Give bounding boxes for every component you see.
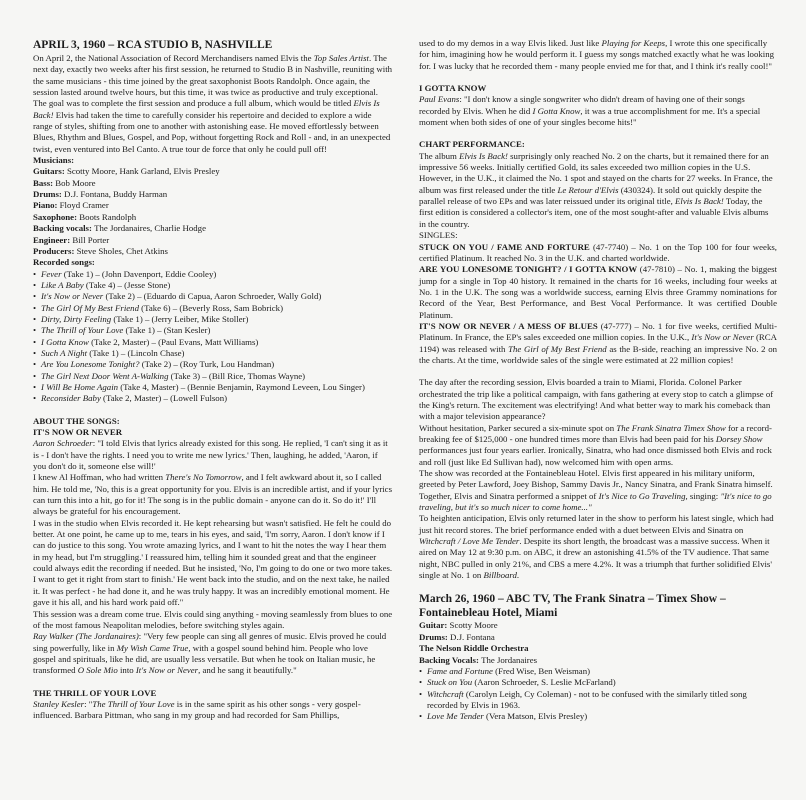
credit-label: Piano:	[33, 200, 60, 211]
song-item	[33, 280, 393, 291]
song-item	[33, 303, 393, 314]
song-item	[33, 382, 393, 393]
credit-value: Boots Randolph	[79, 211, 137, 222]
recorded-songs-label: Recorded songs:	[33, 257, 95, 268]
song-credits: (Take 2) – (Roy Turk, Lou Handman)	[139, 359, 275, 370]
credit-line	[419, 620, 777, 631]
credit-line	[33, 178, 393, 189]
miami-paragraph-4: To heighten anticipation, Elvis only returned later in the show to perform his latest single, which had just hit record stores. The brief performance ended with a duet between Elvis and Sinatra on Witchcraft / Love Me Tender. Despite its short length, the broadcast was a massive success. When it aired on May 12 at 9:30 p.m. on ABC, it drew an astonishing 41.5% of the TV audience. That same night, NBC pulled in only 21%, and CBS a mere 4.2%. It was a triumph that further solidified Elvis' single at No. 1 on Billboard.	[419, 513, 774, 581]
songs-list	[33, 269, 393, 405]
song-item	[33, 325, 393, 336]
song-title: Witchcraft	[427, 688, 464, 699]
credit-label: Saxophone:	[33, 211, 80, 222]
song-credits: (Take 4) – (Jesse Stone)	[83, 279, 171, 290]
musicians-label: Musicians:	[33, 155, 75, 166]
credit-line	[33, 235, 393, 246]
song-credits: (Vera Matson, Elvis Presley)	[483, 711, 588, 722]
song-item	[33, 337, 393, 348]
credit-label: Guitar:	[419, 620, 450, 631]
credit-label: Drums:	[33, 189, 65, 200]
credit-label: Producers:	[33, 245, 77, 256]
song-title: Stuck on You	[427, 677, 473, 688]
credit-line	[419, 655, 777, 666]
credit-line	[33, 200, 393, 211]
ray-name: Ray Walker (The Jordanaires)	[33, 631, 139, 642]
march-songs-list	[419, 666, 777, 723]
credit-value: Scotty Moore, Hank Garland, Elvis Presley	[66, 166, 220, 177]
song-title: Such A Night	[41, 347, 88, 358]
song-credits: (Take 6) – (Beverly Ross, Sam Bobrick)	[138, 302, 283, 313]
song-item	[419, 689, 777, 712]
song-title: Are You Lonesome Tonight?	[41, 359, 140, 370]
song-item	[33, 359, 393, 370]
credit-line	[33, 189, 393, 200]
song-credits: (Aaron Schroeder, S. Leslie McFarland)	[472, 677, 616, 688]
song-title: The Girl Next Door Went A-Walking	[41, 370, 169, 381]
song-credits: (Take 1) – (Jerry Leiber, Mike Stoller)	[111, 313, 249, 324]
song-credits: (Carolyn Leigh, Cy Coleman) - not to be confused with the similarly titled song recorded by Elvis in 1963.	[427, 688, 747, 710]
credit-line	[33, 246, 393, 257]
stanley-quote-continued: used to do my demos in a way Elvis liked. Just like Playing for Keeps, I wrote this one specifically for him, imagining how he would perform it. I guess my songs matched exactly what he was looking for. I was lucky that he recorded them - many people envied me for that, and I think it's really cool!"	[419, 38, 774, 71]
credit-value: Bob Moore	[55, 177, 96, 188]
section-title: APRIL 3, 1960 – RCA STUDIO B, NASHVILLE	[33, 39, 273, 51]
song-credits: (Take 3) – (Bill Rice, Thomas Wayne)	[168, 370, 306, 381]
credit-line	[419, 643, 777, 654]
credit-value: D.J. Fontana, Buddy Harman	[64, 189, 168, 200]
aaron-quote-2: I knew Al Hoffman, who had written There's No Tomorrow, and I felt awkward about it, so I called him. He told me, 'No, this is a great opportunity for you. Elvis is an incredible artist, and if your lyrics can turn this into a hit, go for it! The song is in the public domain - anyone can do it. So do it!' I'll always be grateful for his encouragement.	[33, 472, 393, 517]
credit-label: Backing vocals:	[33, 223, 95, 234]
single-3: IT'S NOW OR NEVER / A MESS OF BLUES (47-777) – No. 1 for five weeks, certified Multi-Platinum. In France, the EP's sales exceeded one million copies. In the U.K., It's Now or Never (RCA 1194) was released with The Girl of My Best Friend as the B-side, reaching an impressive No. 2 on the charts. At the time, worldwide sales of the single were estimated at 22 million copies!	[419, 320, 777, 365]
credit-value: D.J. Fontana	[450, 631, 495, 642]
song-item	[33, 348, 393, 359]
aaron-name: Aaron Schroeder	[33, 438, 93, 449]
miami-paragraph-1: The day after the recording session, Elvis boarded a train to Miami, Florida. Colonel Parker orchestrated the trip like a political campaign, with fans gathering at every stop to catch a glimpse of the King's return. The excitement was electrifying! And what better way to mark his comeback than with a major television appearance?	[419, 377, 774, 422]
song-item	[33, 291, 393, 302]
intro-paragraph-2: The goal was to complete the first session and produce a full album, which would be titled Elvis Is Back! Elvis had taken the time to carefully consider his repertoire and decided to explore a wide range of styles, shifting from one to another with astonishing ease. He moved effortlessly between Blues, Rhythm and Blues, Gospel, and Pop, without forgetting Rock and Roll - and, in an unexpected twist, even ventured into Bel Canto. A true tour de force that only he could pull off!	[33, 98, 391, 154]
song-title: I Gotta Know	[41, 336, 89, 347]
song-title: Reconsider Baby	[41, 393, 101, 404]
song-item	[33, 314, 393, 325]
aaron-quote-3: I was in the studio when Elvis recorded it. He kept rehearsing but wasn't satisfied. He felt he could do better. At one point, he came up to me, tears in his eyes, and said, 'I'm sorry, Aaron. I don't know if I can do justice to this song. You wrote amazing lyrics, and I want to hit the notes the way I hear them in my head, but I'm struggling.' I reassured him, telling him it sounded great and that the engineer could always edit the recording if needed. But he insisted, 'No, I'm going to do one or two more takes. I want to get it right from start to finish.' He went back into the studio, and on the next take, he nailed it. It was perfect - he had done it, and he was truly happy. It was an incredibly emotional moment. He gave it his all, and his hard work paid off."	[33, 517, 393, 608]
credit-value: The Jordanaires	[481, 654, 538, 665]
single-1: STUCK ON YOU / FAME AND FORTURE (47-7740) – No. 1 on the Top 100 for four weeks, certified Platinum. It reached No. 3 in the U.K. and charted worldwide.	[419, 241, 777, 263]
single-2: ARE YOU LONESOME TONIGHT? / I GOTTA KNOW (47-7810) – No. 1, making the biggest jump for a single in Top 40 history. It remained in the charts for 16 weeks, including four weeks at No. 1 in the U.K. The song was a worldwide success, earning Elvis three Grammy nominations for Record of the Year, Best Performance, and Best Vocal Performance. It was certified Double Platinum.	[419, 264, 777, 320]
credit-line	[419, 632, 777, 643]
credit-line	[33, 212, 393, 223]
credit-line	[33, 166, 393, 177]
chart-paragraph: The album Elvis Is Back! surprisingly only reached No. 2 on the charts, but it remained there for an impressive 56 weeks. Initially certified Gold, its sales exceeded two million copies in the U.S. However, in the U.K., it claimed the No. 1 spot and stayed on the charts for 27 weeks. In France, the album was first released under the title Le Retour d'Elvis (430324). It sold out quickly despite the parallel release of two EPs and was later reissued under its original title, Elvis Is Back! Today, the first edition is considered a collector's item, one of the most sought-after and valuable Elvis albums in the country.	[419, 150, 773, 229]
song-credits: (Take 2, Master) – (Lowell Fulson)	[100, 393, 228, 404]
credit-label: The Nelson Riddle Orchestra	[419, 643, 529, 654]
credit-value: Scotty Moore	[449, 620, 498, 631]
song-item	[33, 371, 393, 382]
its-now-or-never-heading: IT'S NOW OR NEVER	[33, 427, 123, 437]
song-item	[419, 711, 777, 722]
miami-paragraph-2: Without hesitation, Parker secured a six-minute spot on The Frank Sinatra Timex Show for a record-breaking fee of $125,000 - one hundred times more than Elvis had been paid for his Dorsey Show performances just four years earlier. Ironically, Sinatra, who had once dismissed both Elvis and rock and roll (just like Ed Sullivan had), now welcomed him with open arms.	[419, 422, 772, 467]
song-title: Like A Baby	[41, 279, 84, 290]
credit-value: Bill Porter	[72, 234, 110, 245]
credit-label: Backing Vocals:	[419, 654, 482, 665]
song-item	[419, 666, 777, 677]
song-item	[33, 269, 393, 280]
session-note: This session was a dream come true. Elvis could sing anything - moving seamlessly from blues to one of the most famous Neapolitan melodies, before switching styles again.	[33, 608, 393, 630]
credit-label: Guitars:	[33, 166, 67, 177]
singles-label: SINGLES:	[419, 230, 458, 241]
song-credits: (Take 4, Master) – (Bennie Benjamin, Raymond Leveen, Lou Singer)	[118, 381, 365, 392]
song-credits: (Fred Wise, Ben Weisman)	[492, 665, 591, 676]
song-credits: (Take 1) – (Lincoln Chase)	[87, 347, 185, 358]
ray-walker-quote: Ray Walker (The Jordanaires): "Very few people can sing all genres of music. Elvis proved he could sing powerfully, like in My Wish Came True, with a gospel sound behind him. People who love gospel and spirituals, like he did, are usually less versatile. But when he took on Italian music, he transformed O Sole Mio into It's Now or Never, and he sang it beautifully."	[33, 631, 387, 676]
chart-performance-heading: CHART PERFORMANCE:	[419, 139, 525, 150]
march-section-title: March 26, 1960 – ABC TV, The Frank Sinatra – Timex Show – Fontainebleau Hotel, Miami	[419, 593, 726, 620]
thrill-heading: THE THRILL OF YOUR LOVE	[33, 687, 157, 698]
paul-evans-quote: Paul Evans: "I don't know a single songwriter who didn't dream of having one of their songs recorded by Elvis. When he did I Gotta Know, it was a true accomplishment for me. It's a special moment when both sides of one of your singles become hits!"	[419, 94, 761, 128]
credit-value: Floyd Cramer	[59, 200, 109, 211]
song-item	[419, 677, 777, 688]
song-credits: (Take 2) – (Eduardo di Capua, Aaron Schroeder, Wally Gold)	[103, 291, 322, 302]
credits-list	[33, 166, 393, 257]
song-title: The Thrill of Your Love	[41, 325, 124, 336]
miami-paragraph-3: The show was recorded at the Fontainebleau Hotel. Elvis first appeared in his military uniform, greeted by Peter Lawford, Joey Bishop, Sammy Davis Jr., Nancy Sinatra, and Frank Sinatra himself. Together, Elvis and Sinatra performed a snippet of It's Nice to Go Traveling, singing: "It's nice to go traveling, but it's so much nicer to come home..."	[419, 468, 773, 513]
credit-label: Bass:	[33, 177, 56, 188]
song-credits: (Take 1) – (John Davenport, Eddie Cooley)	[61, 268, 217, 279]
song-item	[33, 393, 393, 404]
i-gotta-know-heading: I GOTTA KNOW	[419, 83, 487, 94]
stan-name: Stanley Kesler	[33, 698, 85, 709]
about-songs-heading: ABOUT THE SONGS:	[33, 415, 120, 426]
credit-label: Drums:	[419, 631, 451, 642]
left-column	[33, 38, 393, 722]
song-credits: (Take 1) – (Stan Kesler)	[123, 325, 211, 336]
song-title: The Girl Of My Best Friend	[41, 302, 139, 313]
song-title: It's Now or Never	[41, 291, 104, 302]
song-title: Dirty, Dirty Feeling	[41, 313, 112, 324]
right-column	[419, 38, 777, 723]
credit-value: Steve Sholes, Chet Atkins	[76, 245, 168, 256]
song-title: Fame and Fortune	[427, 665, 493, 676]
stanley-quote: Stanley Kesler: "The Thrill of Your Love is in the same spirit as his other songs - very gospel-influenced. Barbara Pittman, who sang in my group and had recorded for Sam Phillips,	[33, 698, 361, 721]
song-title: I Will Be Home Again	[41, 381, 119, 392]
aaron-quote-1: Aaron Schroeder: "I told Elvis that lyrics already existed for this song. He replied, 'I can't sing it as it is - I don't have the rights. I need you to write me new lyrics.' Then, laughing, he added, 'Aaron, if you don't do it, someone else will!'	[33, 438, 388, 472]
intro-paragraph-1: On April 2, the National Association of Record Merchandisers named Elvis the Top Sales Artist. The next day, exactly two weeks after his first session, he returned to Studio B in Nashville, reuniting with the same musicians - this time joined by the great saxophonist Boots Randolph. Once again, the session lasted around twelve hours, but this time, it was twice as productive and truly exceptional.	[33, 53, 393, 98]
song-credits: (Take 2, Master) – (Paul Evans, Matt Williams)	[88, 336, 259, 347]
march-credits-list	[419, 620, 777, 665]
credit-label: Engineer:	[33, 234, 73, 245]
song-title: Fever	[41, 268, 62, 279]
credit-line	[33, 223, 393, 234]
song-title: Love Me Tender	[427, 711, 484, 722]
credit-value: The Jordanaires, Charlie Hodge	[94, 223, 206, 234]
